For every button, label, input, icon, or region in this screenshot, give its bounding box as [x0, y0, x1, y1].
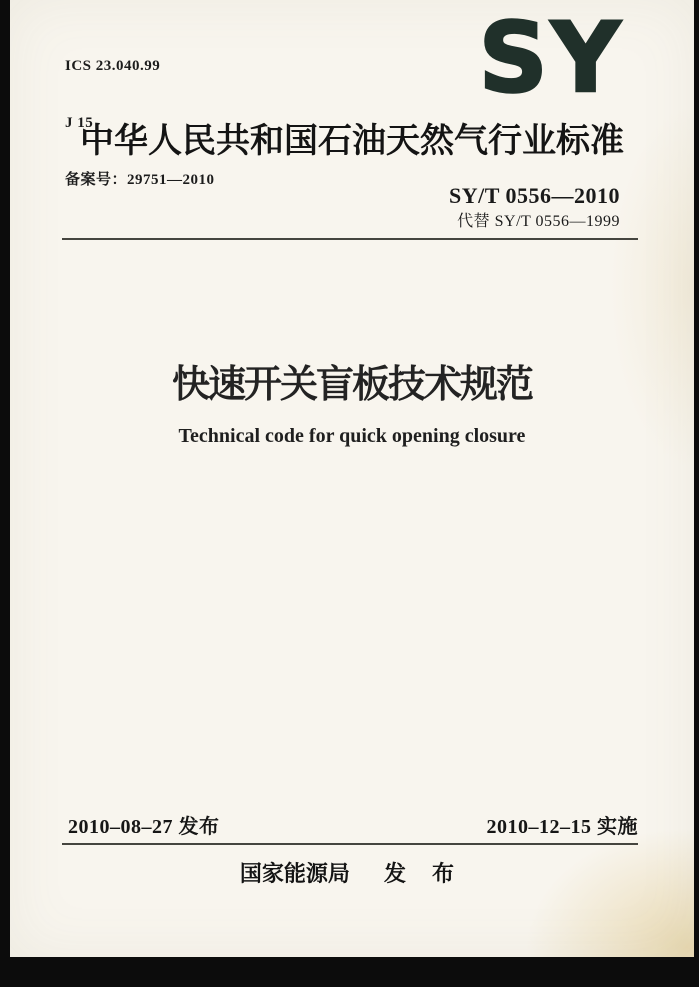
- document-title-en: Technical code for quick opening closure: [178, 425, 526, 447]
- standard-number-block: [449, 184, 620, 232]
- publisher-name: 国家能源局: [239, 861, 350, 886]
- top-divider-rule: [62, 238, 638, 240]
- dates-row: [68, 810, 638, 839]
- publisher-action: 发 布: [383, 861, 465, 886]
- sy-logo: SY: [478, 2, 624, 114]
- bottom-divider-rule: [62, 843, 638, 845]
- issue-date: 2010–08–27 发布: [68, 816, 220, 838]
- standard-category-title: 中华人民共和国石油天然气行业标准: [80, 122, 624, 160]
- doc-class-code: J 15: [65, 115, 94, 131]
- effective-date: 2010–12–15 实施: [486, 816, 638, 838]
- ics-code: ICS 23.040.99: [65, 58, 161, 74]
- standard-number: SY/T 0556—2010: [448, 183, 620, 208]
- document-title-zh: 快速开关盲板技术规范: [171, 364, 532, 406]
- publisher-row: [10, 857, 694, 888]
- replaced-standard: 代替 SY/T 0556—1999: [457, 213, 620, 230]
- document-page: [10, 0, 694, 957]
- record-number: 备案号：29751—2010: [65, 172, 215, 188]
